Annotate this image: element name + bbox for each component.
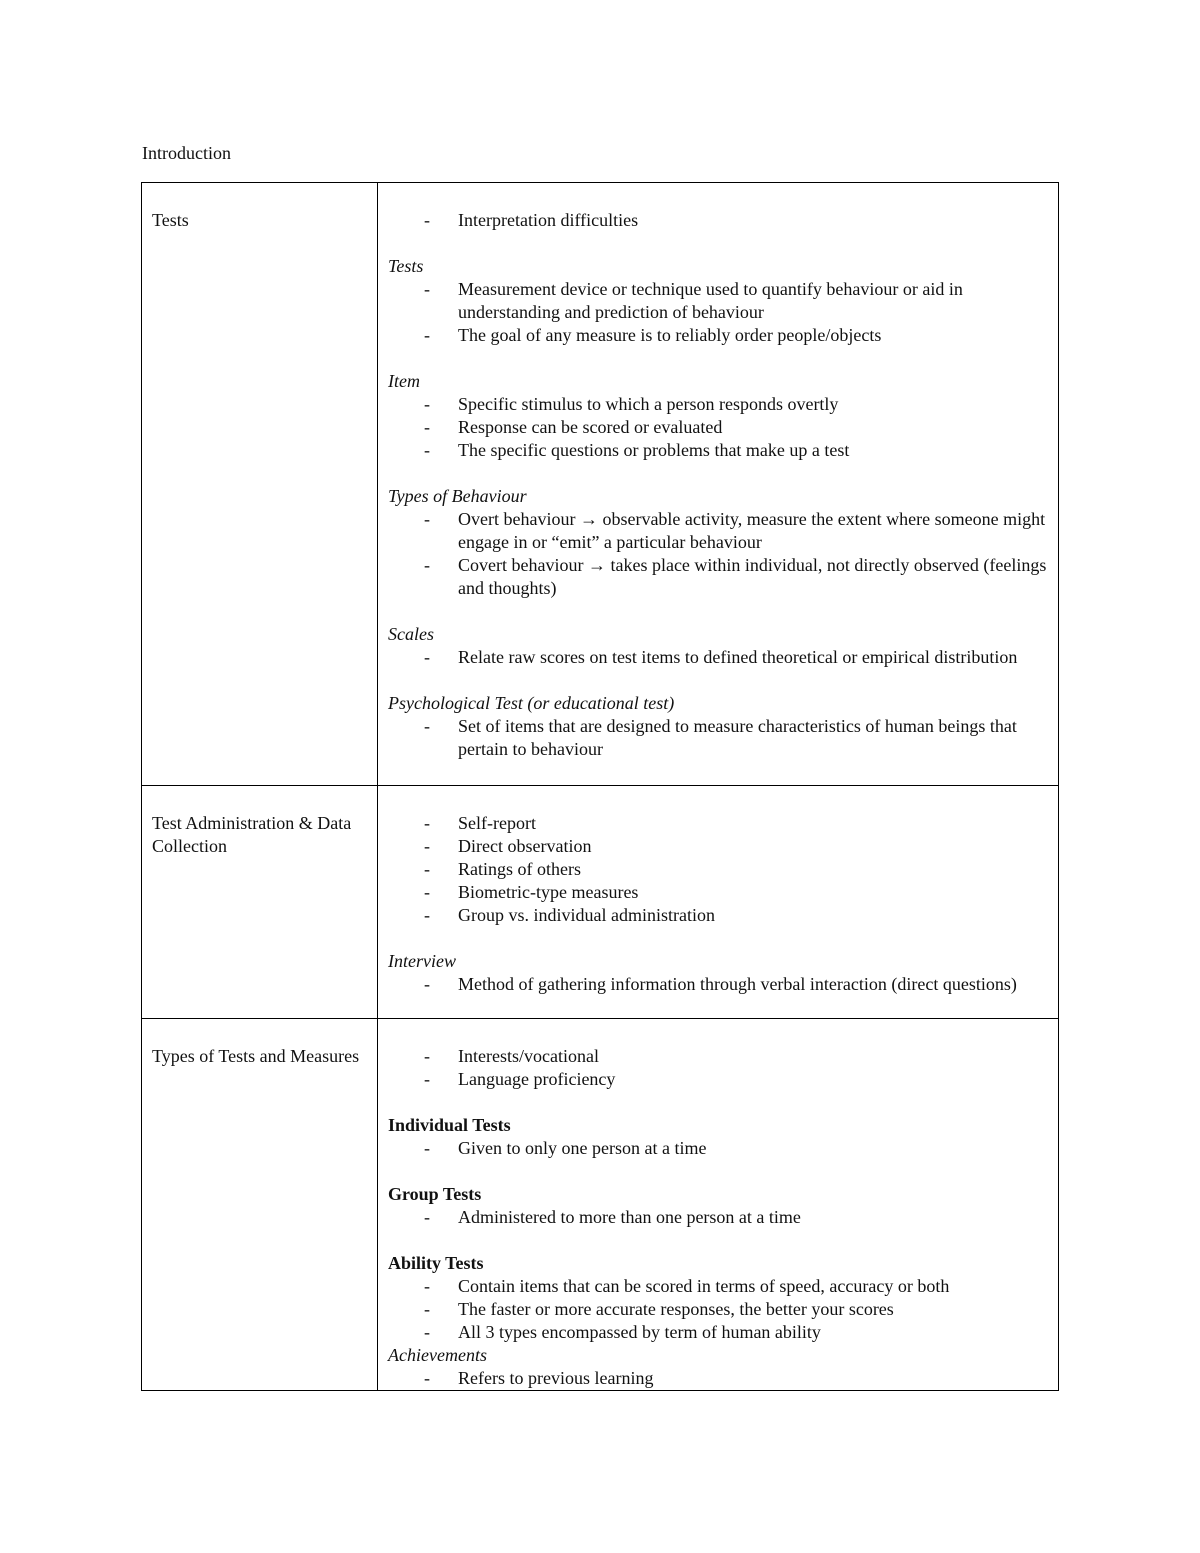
section-heading: Psychological Test (or educational test) <box>388 693 675 713</box>
list-item: - Self-report <box>388 812 1048 835</box>
list-item: - Language proficiency <box>388 1068 1048 1091</box>
section-psychological-test <box>388 692 1048 761</box>
section-heading: Ability Tests <box>388 1253 484 1273</box>
row-content-cell <box>378 786 1059 1019</box>
section-heading: Group Tests <box>388 1184 482 1204</box>
list-item: - Administered to more than one person at a time <box>388 1206 1048 1229</box>
section-item <box>388 370 1048 462</box>
list-item: - Contain items that can be scored in terms of speed, accuracy or both <box>388 1275 1048 1298</box>
section-scales <box>388 623 1048 669</box>
list-item: - Interests/vocational <box>388 1045 1048 1068</box>
list-item: - The specific questions or problems that make up a test <box>388 439 1048 462</box>
section-heading: Types of Behaviour <box>388 486 527 506</box>
section-heading: Tests <box>388 256 424 276</box>
section-individual-tests <box>388 1114 1048 1160</box>
list-item: - Set of items that are designed to measure characteristics of human beings that pertain to behaviour <box>388 715 1048 761</box>
list-item: - Covert behaviour → takes place within individual, not directly observed (feelings and thoughts) <box>388 554 1048 600</box>
section-tests <box>388 255 1048 347</box>
row-label: Types of Tests and Measures <box>152 1046 360 1066</box>
intro-list <box>388 209 1048 232</box>
list-item: - Response can be scored or evaluated <box>388 416 1048 439</box>
list-item: - Interpretation difficulties <box>388 209 1048 232</box>
list-item: - Biometric-type measures <box>388 881 1048 904</box>
section-achievements <box>388 1344 1048 1390</box>
section-interview <box>388 950 1048 996</box>
section-heading: Interview <box>388 951 456 971</box>
section-heading: Individual Tests <box>388 1115 511 1135</box>
list-item: - Refers to previous learning <box>388 1367 1048 1390</box>
section-types-of-behaviour <box>388 485 1048 600</box>
row-label: Test Administration & Data Collection <box>152 813 352 856</box>
list-item: - Specific stimulus to which a person responds overtly <box>388 393 1048 416</box>
row-label-cell <box>142 1019 378 1391</box>
intro-list <box>388 812 1048 927</box>
list-item: - The goal of any measure is to reliably order people/objects <box>388 324 1048 347</box>
intro-list <box>388 1045 1048 1091</box>
row-label: Tests <box>152 210 189 230</box>
table-row-test-administration <box>142 786 1059 1019</box>
row-content-cell <box>378 1019 1059 1391</box>
list-item: - The faster or more accurate responses, the better your scores <box>388 1298 1048 1321</box>
section-ability-tests <box>388 1252 1048 1344</box>
list-item: - Method of gathering information through verbal interaction (direct questions) <box>388 973 1048 996</box>
list-item: - Given to only one person at a time <box>388 1137 1048 1160</box>
document-title: Introduction <box>142 143 231 163</box>
list-item: - Overt behaviour → observable activity, measure the extent where someone might engage in or “emit” a particular behaviour <box>388 508 1048 554</box>
row-content-cell <box>378 183 1059 786</box>
notes-table <box>141 182 1059 1391</box>
list-item: - Relate raw scores on test items to defined theoretical or empirical distribution <box>388 646 1048 669</box>
list-item: - Measurement device or technique used to quantify behaviour or aid in understanding and prediction of behaviour <box>388 278 1048 324</box>
table-row-types-of-tests <box>142 1019 1059 1391</box>
section-heading: Scales <box>388 624 434 644</box>
section-heading: Achievements <box>388 1345 487 1365</box>
table-row-tests <box>142 183 1059 786</box>
list-item: - Group vs. individual administration <box>388 904 1048 927</box>
list-item: - Direct observation <box>388 835 1048 858</box>
row-label-cell <box>142 786 378 1019</box>
list-item: - All 3 types encompassed by term of human ability <box>388 1321 1048 1344</box>
section-group-tests <box>388 1183 1048 1229</box>
list-item: - Ratings of others <box>388 858 1048 881</box>
row-label-cell <box>142 183 378 786</box>
section-heading: Item <box>388 371 420 391</box>
